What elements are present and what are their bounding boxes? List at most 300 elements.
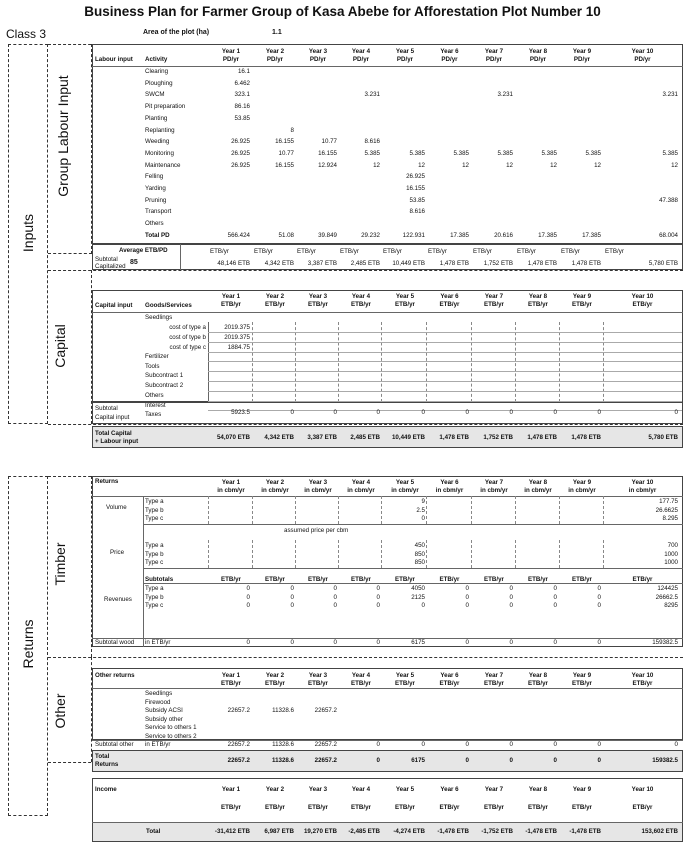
grid-line — [381, 496, 382, 524]
year-header: Year 1 — [221, 293, 241, 300]
year-header: Year 10 — [631, 672, 654, 679]
seed-cost-value: 1884.75 — [227, 343, 250, 351]
seed-cost-label: cost of type b — [169, 333, 206, 341]
cell-value: 0 — [597, 757, 601, 764]
other-row-label: Firewood — [145, 698, 171, 706]
year-header: Year 3 — [308, 479, 328, 486]
cell-value: 53.85 — [234, 114, 250, 122]
returns-header: Returns — [95, 478, 119, 485]
etb-unit: ETB/yr — [221, 576, 241, 583]
cell-value: 10.77 — [321, 138, 337, 146]
cell-value: 0 — [509, 741, 513, 748]
cell-value: 26.6625 — [655, 506, 678, 514]
cell-value: 0 — [465, 409, 469, 416]
seed-cost-value: 2019.375 — [224, 333, 250, 341]
rule — [143, 568, 683, 569]
grid-line — [208, 352, 682, 353]
etb-unit: ETB/yr — [439, 576, 460, 583]
cell-value: 4050 — [411, 585, 425, 592]
rule — [180, 244, 181, 270]
cell-value: 5.385 — [364, 149, 380, 157]
year-header: Year 4 — [351, 479, 371, 486]
unit-header: PD/yr — [573, 56, 591, 63]
grid-line — [208, 332, 682, 333]
capital-input-label: Capital input — [95, 414, 130, 421]
rule — [92, 312, 683, 313]
activity-label: Maintenance — [145, 161, 181, 169]
unit-header: ETB/yr — [572, 680, 592, 687]
unit-header: in cbm/yr — [304, 487, 332, 494]
cell-value: 0 — [674, 741, 678, 748]
cell-value: 124425 — [657, 585, 678, 592]
capital-item-label: Tools — [145, 362, 160, 370]
cell-value: 5923.5 — [231, 409, 250, 416]
etb-unit: ETB/yr — [561, 248, 580, 255]
cell-value: 0 — [333, 639, 337, 646]
type-label: Type a — [145, 585, 164, 592]
year-header: Year 2 — [265, 786, 285, 793]
price-label: Price — [110, 549, 125, 556]
year-header: Year 2 — [265, 293, 285, 300]
year-header: Year 7 — [484, 293, 504, 300]
etb-unit: ETB/yr — [484, 576, 504, 583]
year-header: Year 9 — [572, 479, 592, 486]
cell-value: 39.849 — [318, 232, 337, 239]
etb-unit: ETB/yr — [428, 248, 447, 255]
cell-value: 0 — [553, 639, 557, 646]
year-header: Year 2 — [265, 672, 285, 679]
cell-value: 17.385 — [582, 232, 601, 239]
activity-label: Ploughing — [145, 79, 173, 87]
cell-value: 12 — [462, 161, 469, 169]
unit-header: PD/yr — [222, 56, 240, 63]
cell-value: 850 — [414, 559, 425, 566]
cell-value: -1,752 ETB — [481, 828, 513, 835]
seedlings-label: Seedlings — [145, 314, 173, 321]
grid-line — [559, 540, 560, 568]
cell-value: 0 — [553, 602, 557, 609]
price-note: assumed price per cbm — [284, 527, 349, 534]
cell-value: 12 — [594, 161, 601, 169]
cell-value: 16.155 — [275, 138, 294, 146]
cell-value: 850 — [414, 550, 425, 558]
other-row-label: Subsidy other — [145, 715, 183, 723]
grid-line — [208, 361, 682, 362]
cell-value: 8.616 — [364, 138, 380, 146]
unit-header: PD/yr — [441, 56, 458, 63]
unit-header: ETB/yr — [308, 301, 328, 308]
class-label: Class 3 — [6, 27, 47, 41]
rule — [92, 688, 683, 689]
year-header: Year 7 — [484, 786, 504, 793]
unit-header: ETB/yr — [351, 680, 371, 687]
cell-value: -1,478 ETB — [437, 828, 469, 835]
etb-unit: ETB/yr — [383, 248, 402, 255]
labour-header: Labour input — [95, 56, 133, 63]
unit-header: in cbm/yr — [435, 487, 464, 494]
year-header: Year 6 — [440, 293, 459, 300]
revenues-label: Revenues — [104, 596, 132, 603]
year-header: Year 1 — [221, 786, 241, 793]
grid-line — [252, 540, 253, 568]
cell-value: 3,387 ETB — [307, 260, 337, 267]
other-returns-header: Other returns — [95, 672, 135, 679]
etb-unit: ETB/yr — [254, 248, 273, 255]
grid-line — [208, 496, 209, 524]
subtotal-wood-label: Subtotal wood — [95, 639, 135, 646]
cell-value: 16.155 — [275, 161, 294, 169]
unit-header: ETB/yr — [265, 301, 285, 308]
unit-header: ETB/yr — [572, 804, 592, 811]
year-header: Year 8 — [528, 479, 548, 486]
grid-line — [471, 540, 472, 568]
cell-value: 2.5 — [416, 506, 425, 514]
cell-value: 1,478 ETB — [571, 434, 601, 441]
cell-value: 68.004 — [659, 232, 678, 239]
year-header: Year 5 — [395, 479, 415, 486]
unit-header: ETB/yr — [632, 804, 653, 811]
cell-value: 0 — [509, 593, 513, 601]
cell-value: 0 — [553, 585, 557, 592]
capital-item-label: Fertilizer — [145, 353, 169, 360]
unit-header: in cbm/yr — [391, 487, 419, 494]
unit-header: PD/yr — [309, 56, 327, 63]
cell-value: 2125 — [411, 593, 425, 601]
cell-value: 5,780 ETB — [648, 434, 678, 441]
cell-value: 1000 — [664, 559, 678, 566]
activity-label: Replanting — [145, 126, 175, 134]
cell-value: 54,070 ETB — [216, 434, 250, 441]
year-header: Year 3 — [308, 786, 328, 793]
inputs-side-label: Inputs — [20, 213, 36, 253]
year-header: Year 9 — [572, 672, 592, 679]
cell-value: 22657.2 — [314, 757, 337, 764]
unit-header: ETB/yr — [265, 804, 285, 811]
subtotal-wood-unit: in ETB/yr — [145, 639, 171, 646]
cell-value: 0 — [597, 741, 601, 748]
capital-subtotal-label: Subtotal — [95, 405, 118, 412]
cell-value: 450 — [414, 542, 425, 549]
year-header: Year 2 — [265, 479, 285, 486]
etb-unit: ETB/yr — [572, 576, 592, 583]
rule — [92, 496, 683, 497]
cell-value: 0 — [465, 585, 469, 592]
unit-header: in cbm/yr — [217, 487, 245, 494]
cell-value: 48,146 ETB — [217, 260, 250, 267]
unit-header: ETB/yr — [439, 680, 460, 687]
cell-value: 1,752 ETB — [483, 260, 513, 267]
cell-value: 0 — [246, 639, 250, 646]
year-header: Year 10 — [631, 786, 654, 793]
grid-line — [471, 496, 472, 524]
grid-line — [515, 496, 516, 524]
year-header: Year 5 — [395, 293, 415, 300]
etb-unit: ETB/yr — [517, 248, 536, 255]
type-label: Type c — [145, 515, 164, 522]
capital-item-label: Others — [145, 391, 164, 399]
cell-value: 1,478 ETB — [439, 260, 469, 267]
other-row-label: Seedlings — [145, 690, 173, 697]
unit-header: ETB/yr — [528, 680, 548, 687]
cell-value: 4,342 ETB — [264, 434, 294, 441]
year-header: Year 8 — [528, 672, 548, 679]
unit-header: ETB/yr — [528, 301, 548, 308]
cell-value: 51.08 — [278, 232, 294, 239]
cell-value: 4,342 ETB — [264, 260, 294, 267]
cell-value: 5.385 — [662, 149, 678, 157]
year-header: Year 7 — [484, 48, 504, 55]
grid-line — [295, 496, 296, 524]
cell-value: 1,478 ETB — [439, 434, 469, 441]
grid-line — [338, 496, 339, 524]
section-divider — [48, 424, 683, 425]
cell-value: 0 — [553, 741, 557, 748]
year-header: Year 4 — [351, 672, 371, 679]
cell-value: -31,412 ETB — [214, 828, 250, 835]
cell-value: 0 — [509, 602, 513, 609]
capitalized-label: Capitalized — [95, 263, 126, 270]
cell-value: 3.231 — [497, 91, 513, 99]
cell-value: 86.16 — [234, 103, 250, 111]
cell-value: 26.925 — [231, 161, 250, 169]
grid-line — [208, 371, 682, 372]
cell-value: 10,449 ETB — [392, 260, 425, 267]
cell-value: 26.925 — [231, 138, 250, 146]
type-label: Type b — [145, 506, 164, 514]
cell-value: 11328.6 — [272, 741, 294, 748]
year-header: Year 8 — [528, 293, 548, 300]
year-header: Year 3 — [308, 293, 328, 300]
grid-line — [208, 342, 682, 343]
group-labour-side-label: Group Labour Input — [55, 75, 71, 197]
type-label: Type a — [145, 542, 164, 549]
cell-value: 6,987 ETB — [264, 828, 294, 835]
cell-value: 0 — [290, 593, 294, 601]
cell-value: 3,387 ETB — [307, 434, 337, 441]
subtotals-label: Subtotals — [145, 576, 174, 583]
etb-unit: ETB/yr — [351, 576, 371, 583]
activity-label: Monitoring — [145, 149, 174, 157]
unit-header: PD/yr — [352, 56, 370, 63]
cell-value: 22657.2 — [227, 707, 250, 714]
grid-line — [603, 496, 604, 524]
etb-unit: ETB/yr — [210, 248, 229, 255]
activity-label: Pit preparation — [145, 103, 186, 111]
cell-value: 700 — [667, 542, 678, 549]
grid-line — [603, 540, 604, 568]
seed-cost-value: 2019.375 — [224, 324, 250, 331]
cell-value: 0 — [553, 593, 557, 601]
section-divider — [48, 270, 683, 271]
capital-item-label: Subcontract 2 — [145, 382, 184, 390]
activity-header: Activity — [145, 56, 168, 63]
rule — [92, 66, 683, 67]
cell-value: 22657.2 — [227, 757, 250, 764]
unit-header: ETB/yr — [395, 301, 415, 308]
cell-value: 122.931 — [402, 232, 425, 239]
cell-value: 16.155 — [406, 185, 425, 192]
year-header: Year 1 — [221, 672, 241, 679]
unit-header: PD/yr — [634, 56, 651, 63]
year-header: Year 7 — [484, 672, 504, 679]
cell-value: 12 — [418, 161, 425, 169]
income-total-label: Total — [146, 828, 161, 835]
grid-line — [426, 496, 427, 524]
cell-value: 0 — [376, 585, 380, 592]
cell-value: 1,478 ETB — [527, 260, 557, 267]
etb-unit: ETB/yr — [632, 576, 653, 583]
unit-header: ETB/yr — [528, 804, 548, 811]
cell-value: 0 — [376, 757, 380, 764]
capital-side-label: Capital — [52, 324, 68, 368]
plot-area-value: 1.1 — [272, 29, 282, 36]
year-header: Year 5 — [395, 48, 415, 55]
cell-value: 2,485 ETB — [350, 434, 380, 441]
type-label: Type a — [145, 498, 164, 505]
unit-header: ETB/yr — [395, 680, 415, 687]
cell-value: 0 — [246, 585, 250, 592]
cell-value: 0 — [465, 593, 469, 601]
cell-value: 0 — [597, 639, 601, 646]
unit-header: in cbm/yr — [480, 487, 508, 494]
seed-cost-label: cost of type c — [169, 343, 206, 351]
cell-value: 0 — [421, 515, 425, 522]
unit-header: ETB/yr — [308, 804, 328, 811]
returns-side-label: Returns — [20, 619, 36, 669]
etb-unit: ETB/yr — [473, 248, 492, 255]
cell-value: 566.424 — [227, 232, 250, 239]
year-header: Year 1 — [221, 48, 241, 55]
goods-header: Goods/Services — [145, 302, 192, 309]
grid-line — [559, 496, 560, 524]
unit-header: PD/yr — [396, 56, 414, 63]
unit-header: PD/yr — [485, 56, 503, 63]
year-header: Year 10 — [631, 48, 654, 55]
unit-header: ETB/yr — [484, 680, 504, 687]
year-header: Year 9 — [572, 48, 592, 55]
unit-header: in cbm/yr — [524, 487, 552, 494]
cell-value: -1,478 ETB — [525, 828, 557, 835]
cell-value: 22657.2 — [314, 741, 337, 748]
cell-value: 1000 — [664, 550, 678, 558]
unit-header: in cbm/yr — [347, 487, 375, 494]
cell-value: 5.385 — [585, 149, 601, 157]
rule — [143, 524, 683, 525]
unit-header: ETB/yr — [351, 804, 371, 811]
cell-value: 1,478 ETB — [571, 260, 601, 267]
rule — [143, 496, 144, 647]
returns-label: Returns — [95, 761, 119, 768]
cell-value: 11328.6 — [272, 707, 294, 714]
year-header: Year 7 — [484, 479, 504, 486]
cell-value: 0 — [509, 585, 513, 592]
cell-value: 26.925 — [231, 149, 250, 157]
plus-labour-label: + Labour input — [95, 438, 139, 445]
activity-label: Transport — [145, 208, 172, 216]
cell-value: 53.85 — [409, 196, 425, 204]
activity-label: Clearing — [145, 68, 169, 75]
cell-value: 0 — [290, 639, 294, 646]
cell-value: 19,270 ETB — [303, 828, 337, 835]
unit-header: ETB/yr — [439, 301, 460, 308]
cell-value: 0 — [465, 757, 469, 764]
cell-value: 0 — [597, 409, 601, 416]
plot-area-label: Area of the plot (ha) — [143, 29, 210, 36]
unit-header: ETB/yr — [632, 680, 653, 687]
cell-value: 2,485 ETB — [350, 260, 380, 267]
year-header: Year 6 — [440, 479, 459, 486]
cell-value: 5.385 — [453, 149, 469, 157]
unit-header: in cbm/yr — [628, 487, 657, 494]
cell-value: 323.1 — [234, 91, 250, 99]
cell-value: 6175 — [411, 639, 425, 646]
cell-value: 1,752 ETB — [483, 434, 513, 441]
cell-value: 22657.2 — [227, 741, 250, 748]
year-header: Year 9 — [572, 293, 592, 300]
other-row-label: Service to others 1 — [145, 724, 197, 731]
cell-value: 0 — [376, 639, 380, 646]
total-capital-label: Total Capital — [95, 430, 132, 437]
year-header: Year 10 — [631, 293, 654, 300]
rule — [92, 822, 683, 823]
cell-value: 0 — [597, 585, 601, 592]
cell-value: 0 — [465, 602, 469, 609]
cell-value: 11328.6 — [271, 757, 294, 764]
year-header: Year 3 — [308, 48, 328, 55]
unit-header: ETB/yr — [351, 301, 371, 308]
cell-value: 12 — [671, 161, 678, 169]
unit-header: in cbm/yr — [568, 487, 596, 494]
cell-value: 0 — [290, 409, 294, 416]
cell-value: 0 — [333, 593, 337, 601]
cell-value: 5.385 — [497, 149, 513, 157]
type-label: Type b — [145, 593, 164, 601]
cell-value: 0 — [246, 593, 250, 601]
cell-value: 29.232 — [361, 232, 380, 239]
cell-value: 12 — [373, 161, 380, 169]
grid-line — [426, 540, 427, 568]
total-returns-label: Total — [95, 753, 110, 760]
unit-header: ETB/yr — [484, 804, 504, 811]
cell-value: 10,449 ETB — [391, 434, 425, 441]
cell-value: 0 — [509, 409, 513, 416]
year-header: Year 6 — [440, 786, 459, 793]
year-header: Year 10 — [631, 479, 654, 486]
cell-value: 0 — [290, 602, 294, 609]
grid-line — [208, 381, 682, 382]
unit-header: PD/yr — [529, 56, 547, 63]
cell-value: 0 — [509, 639, 513, 646]
activity-label: Others — [145, 220, 164, 228]
etb-unit: ETB/yr — [308, 576, 328, 583]
unit-header: ETB/yr — [221, 301, 241, 308]
unit-header: ETB/yr — [395, 804, 415, 811]
unit-header: PD/yr — [266, 56, 284, 63]
cell-value: 3.231 — [364, 91, 380, 99]
rule — [143, 583, 683, 584]
etb-unit: ETB/yr — [605, 248, 624, 255]
avg-etb-label: Average ETB/PD — [119, 247, 168, 254]
unit-header: ETB/yr — [572, 301, 592, 308]
activity-label: Yarding — [145, 185, 166, 192]
cell-value: 1,478 ETB — [527, 434, 557, 441]
year-header: Year 6 — [440, 672, 459, 679]
cell-value: 3.231 — [662, 91, 678, 99]
year-header: Year 4 — [351, 293, 371, 300]
unit-header: ETB/yr — [632, 301, 653, 308]
cell-value: 8295 — [664, 602, 678, 609]
grid-line — [295, 540, 296, 568]
